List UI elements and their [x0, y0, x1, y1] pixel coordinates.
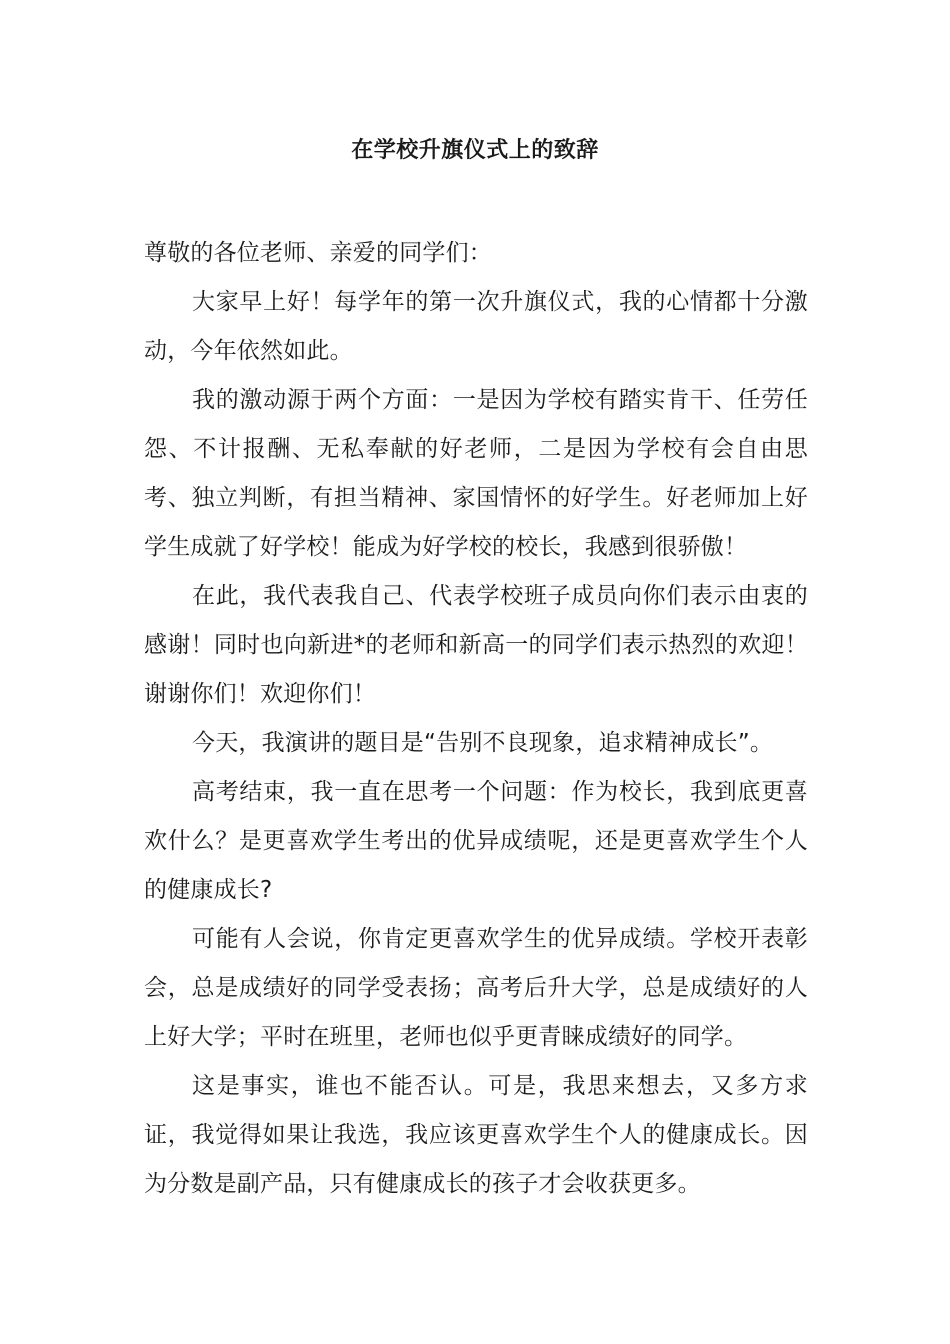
salutation: 尊敬的各位老师、亲爱的同学们：: [144, 240, 492, 266]
paragraph: 今天，我演讲的题目是“告别不良现象，追求精神成长”。: [192, 730, 774, 756]
paragraph: 大家早上好！每学年的第一次升旗仪式，我的心情都十分激动，今年依然如此。: [144, 289, 808, 364]
paragraph: 这是事实，谁也不能否认。可是，我思来想去，又多方求证，我觉得如果让我选，我应该更喜欢学生个人的健康成长。因为分数是副产品，只有健康成长的孩子才会收获更多。: [144, 1073, 808, 1197]
paragraph: 高考结束，我一直在思考一个问题：作为校长，我到底更喜欢什么？是更喜欢学生考出的优异成绩呢，还是更喜欢学生个人的健康成长?: [144, 779, 808, 903]
paragraph: 在此，我代表我自己、代表学校班子成员向你们表示由衷的感谢！同时也向新进*的老师和新高一的同学们表示热烈的欢迎！谢谢你们！欢迎你们！: [144, 583, 808, 707]
document-title: 在学校升旗仪式上的致辞: [351, 138, 599, 163]
paragraph: 可能有人会说，你肯定更喜欢学生的优异成绩。学校开表彰会，总是成绩好的同学受表扬；高考后升大学，总是成绩好的人上好大学；平时在班里，老师也似乎更青睐成绩好的同学。: [144, 926, 808, 1050]
document-body: [144, 229, 808, 1209]
paragraph: 我的激动源于两个方面：一是因为学校有踏实肯干、任劳任怨、不计报酬、无私奉献的好老师，二是因为学校有会自由思考、独立判断，有担当精神、家国情怀的好学生。好老师加上好学生成就了好学校！能成为好学校的校长，我感到很骄傲！: [144, 387, 808, 560]
